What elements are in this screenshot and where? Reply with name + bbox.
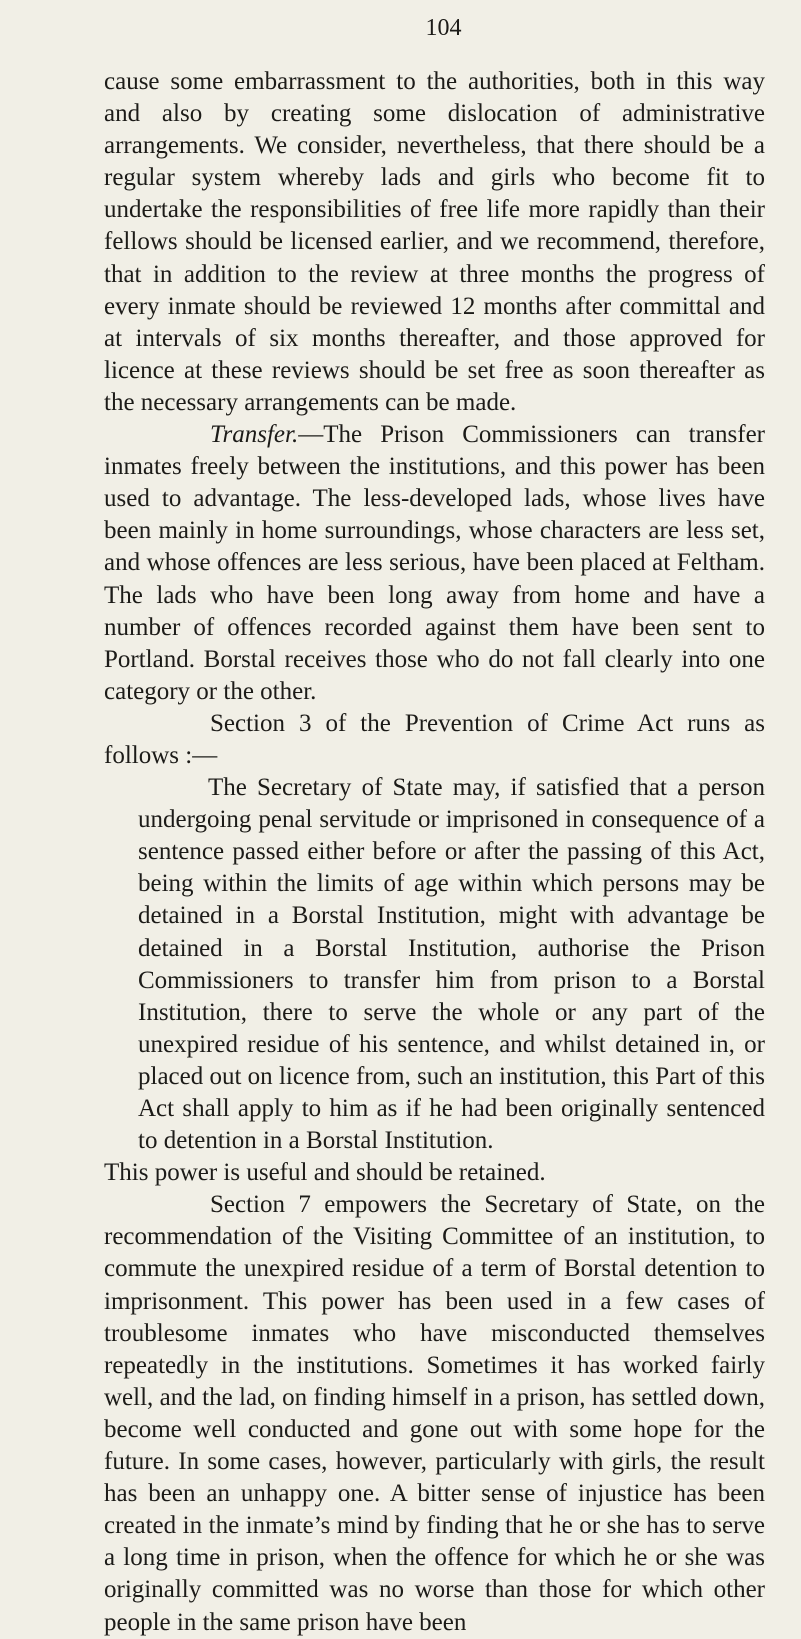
paragraph-transfer — [104, 419, 765, 708]
page-number: 104 — [425, 15, 462, 41]
paragraph-section-7: Section 7 empowers the Secretary of State, on the recommendation of the Visiting Committee of an institution, to commute the unexpired residue of a term of Borstal detention to imprisonment. This power has been used in a few cases of troublesome inmates who have misconducted themselves repeatedly in the institutions. Sometimes it has worked fairly well, and the lad, on finding himself in a prison, has settled down, become well conducted and gone out with some hope for the future. In some cases, however, particularly with girls, the result has been an unhappy one. A bitter sense of injustice has been created in the inmate’s mind by finding that he or she has to serve a long time in prison, when the offence for which he or she was originally committed was no worse than those for which other people in the same prison have been — [104, 1191, 765, 1636]
body-text — [104, 66, 765, 1639]
paragraph-licence-reviews: cause some embarrassment to the authorities, both in this way and also by creating some dislocation of administrative arrangements. We consider, nevertheless, that there should be a regular system whereby lads and girls who become fit to undertake the responsibilities of free life more rapidly than their fellows should be licensed earlier, and we recommend, therefore, that in addition to the review at three months the progress of every inmate should be reviewed 12 months after committal and at intervals of six months thereafter, and those approved for licence at these reviews should be set free as soon thereafter as the necessary arrangements can be made. — [104, 68, 765, 416]
paragraph-power-retained: This power is useful and should be retained. — [104, 1159, 546, 1187]
quoted-section-3-text: The Secretary of State may, if satisfied that a person undergoing penal servitude or imprisoned in consequence of a sentence passed either before or after the passing of this Act, being within the limits of age within which persons may be detained in a Borstal Institution, might with advantage be detained in a Borstal Institution, authorise the Prison Commissioners to transfer him from prison to a Borstal Institution, there to serve the whole or any part of the unexpired residue of his sentence, and whilst detained in, or placed out on licence from, such an institution, this Part of this Act shall apply to him as if he had been originally sentenced to detention in a Borstal Institution. — [138, 774, 765, 1155]
transfer-body: —The Prison Commissioners can transfer inmates freely between the institutions, and this power has been used to advantage. The less-developed lads, whose lives have been mainly in home surroundings, whose characters are less set, and whose offences are less serious, have been placed at Feltham. The lads who have been long away from home and have a number of offences recorded against them have been sent to Portland. Borstal receives those who do not fall clearly into one category or the other. — [104, 421, 765, 705]
paragraph-section-3: Section 3 of the Prevention of Crime Act runs as follows :— — [104, 709, 765, 769]
transfer-heading: Transfer. — [210, 421, 299, 449]
